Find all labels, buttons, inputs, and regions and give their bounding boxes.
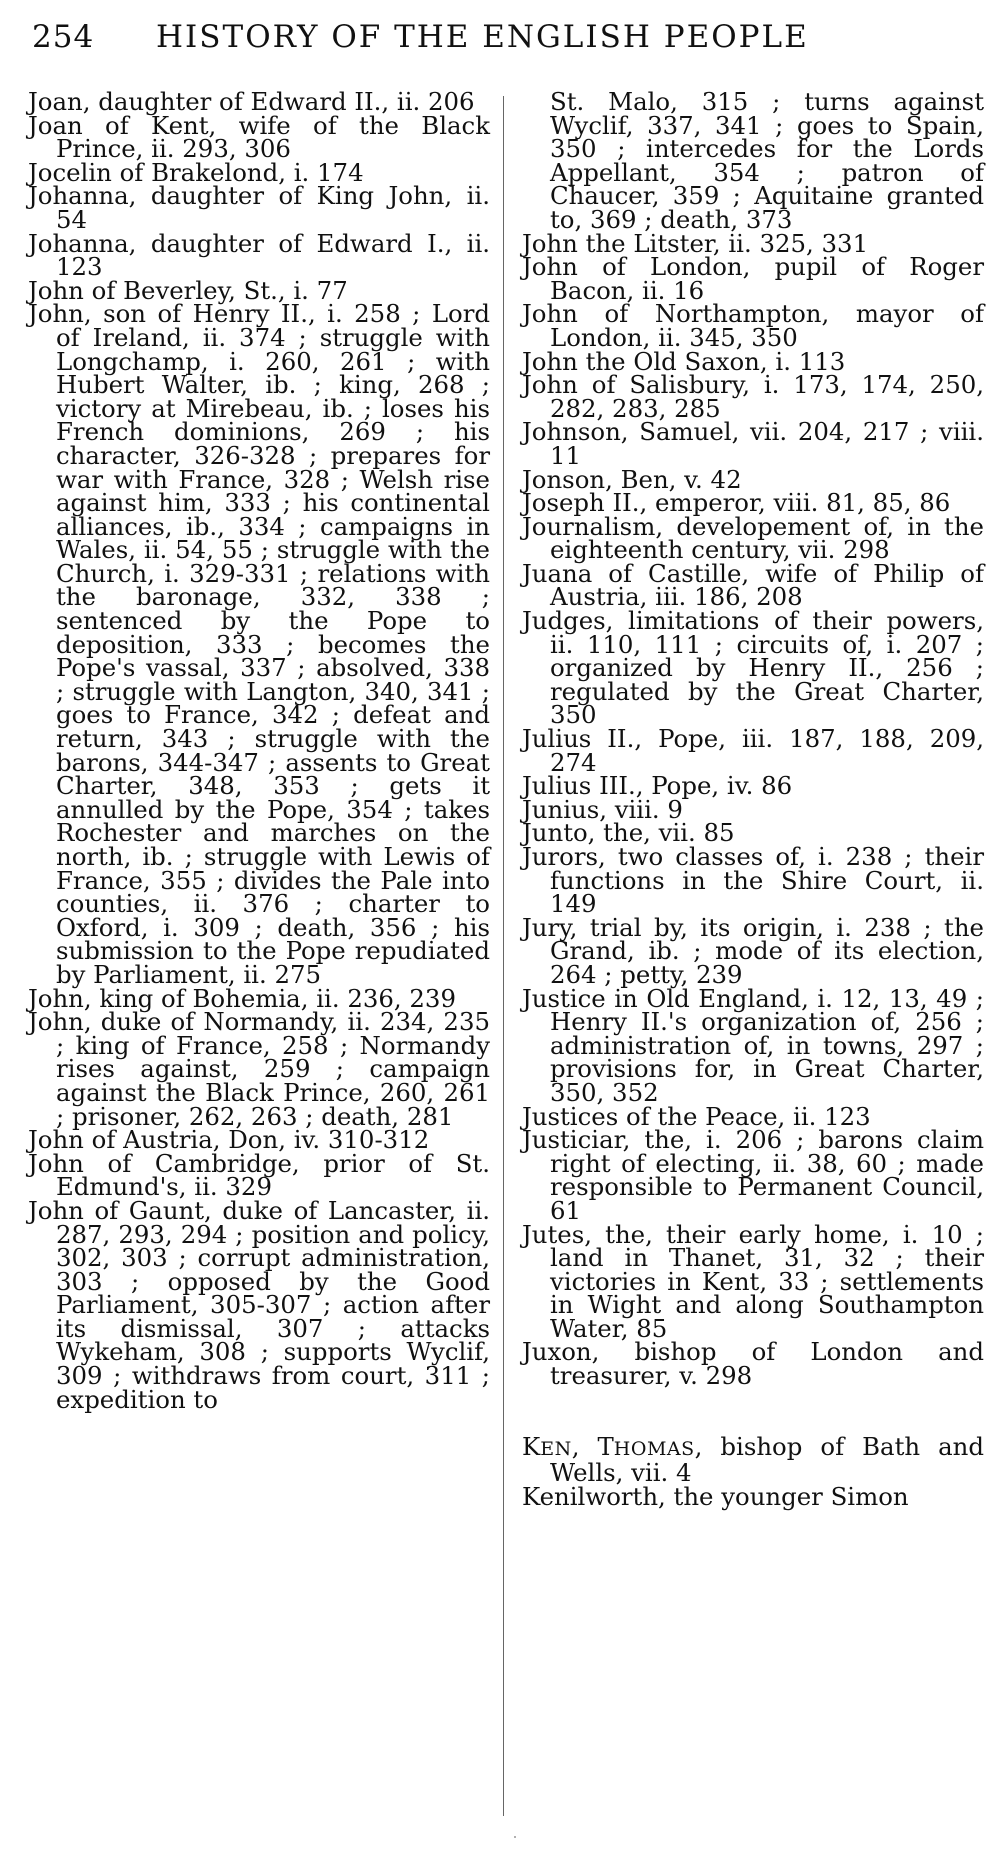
index-entry: John of Northampton, mayor of London, ii. 345, 350 [522, 299, 984, 352]
index-entry: Judges, limitations of their powers, ii. 110, 111 ; circuits of, i. 207 ; organized by Henry II., 256 ; regulated by the Great Charter, 350 [522, 606, 984, 730]
index-entry: Joseph II., emperor, viii. 81, 85, 86 [522, 488, 951, 518]
letter-section-gap [522, 1388, 984, 1435]
index-entry: Junius, viii. 9 [522, 794, 683, 824]
index-entry: John the Litster, ii. 325, 331 [522, 228, 869, 258]
left-index-column [28, 87, 490, 1414]
print-speck [514, 1836, 516, 1838]
index-entry: Johnson, Samuel, vii. 204, 217 ; viii. 11 [522, 417, 984, 470]
index-entry: Justices of the Peace, ii. 123 [522, 1101, 871, 1131]
index-entry-ken [522, 1431, 984, 1488]
index-entry: John of Salisbury, i. 173, 174, 250, 282, 283, 285 [522, 370, 984, 423]
index-entry: John, duke of Normandy, ii. 234, 235 ; king of France, 258 ; Normandy rises against, 259 ; campaign against the Black Prince, 260, 261 ; prisoner, 262, 263 ; death, 281 [28, 1007, 490, 1131]
page-header [32, 14, 862, 60]
index-entry: Juana of Castille, wife of Philip of Austria, iii. 186, 208 [522, 558, 984, 612]
index-entry: Joan of Kent, wife of the Black Prince, ii. 293, 306 [28, 110, 490, 164]
continued-entry: St. Malo, 315 ; turns against Wyclif, 337, 341 ; goes to Spain, 350 ; intercedes for the Lords Appellant, 354 ; patron of Chaucer, 359 ; Aquitaine granted to, 369 ; death, 373 [550, 87, 984, 234]
index-entry: Justiciar, the, i. 206 ; barons claim right of electing, ii. 38, 60 ; made responsible to Permanent Council, 61 [522, 1125, 984, 1225]
index-entry: Johanna, daughter of Edward I., ii. 123 [28, 228, 490, 282]
right-index-column [522, 87, 984, 1511]
index-entry: Jocelin of Brakelond, i. 174 [28, 157, 364, 187]
initial: T [597, 1431, 614, 1461]
running-title: HISTORY OF THE ENGLISH PEOPLE [156, 19, 809, 55]
index-entry: Juxon, bishop of London and treasurer, v. 298 [522, 1337, 984, 1391]
index-entry: Junto, the, vii. 85 [522, 818, 735, 848]
entry-text: , bishop of Bath and Wells, vii. 4 [550, 1431, 984, 1488]
index-entry: Jurors, two classes of, i. 238 ; their functions in the Shire Court, ii. 149 [522, 842, 984, 919]
index-entry: Jonson, Ben, v. 42 [522, 464, 742, 494]
index-entry: John, son of Henry II., i. 258 ; Lord of Ireland, ii. 374 ; struggle with Longchamp, i. 260, 261 ; with Hubert Walter, ib. ; king, 268 ; victory at Mirebeau, ib. ; loses his French dominions, 269 ; his character, 326-328 ; prepares for war with France, 328 ; Welsh rise against him, 333 ; his continental alliances, ib., 334 ; campaigns in Wales, ii. 54, 55 ; struggle with the Church, i. 329-331 ; relations with the baronage, 332, 338 ; sentenced by the Pope to deposition, 333 ; becomes the Pope's vassal, 337 ; absolved, 338 ; struggle with Langton, 340, 341 ; goes to France, 342 ; defeat and return, 343 ; struggle with the barons, 344-347 ; assents to Great Charter, 348, 353 ; gets it annulled by the Pope, 354 ; takes Rochester and marches on the north, ib. ; struggle with Lewis of France, 355 ; divides the Pale into counties, ii. 376 ; charter to Oxford, i. 309 ; death, 356 ; his submission to the Pope repudiated by Parliament, ii. 275 [28, 299, 490, 989]
index-entry: Julius II., Pope, iii. 187, 188, 209, 274 [522, 724, 984, 777]
index-entry: John of London, pupil of Roger Bacon, ii. 16 [522, 252, 984, 305]
index-entry: John of Gaunt, duke of Lancaster, ii. 287, 293, 294 ; position and policy, 302, 303 ; corrupt administration, 303 ; opposed by the Good Parliament, 305-307 ; action after its dismissal, 307 ; attacks Wykeham, 308 ; supports Wyclif, 309 ; withdraws from court, 311 ; expedition to [28, 1195, 490, 1414]
index-entry: John of Austria, Don, iv. 310-312 [28, 1125, 430, 1155]
index-entry: Joan, daughter of Edward II., ii. 206 [28, 87, 475, 116]
small-caps: HOMAS [613, 1437, 695, 1460]
index-entry: John of Cambridge, prior of St. Edmund's, ii. 329 [28, 1148, 490, 1202]
index-entry: John the Old Saxon, i. 113 [522, 346, 846, 376]
index-entry: Kenilworth, the younger Simon [522, 1481, 909, 1511]
index-entry: John of Beverley, St., i. 77 [28, 275, 348, 305]
index-entry: Justice in Old England, i. 12, 13, 49 ; Henry II.'s organization of, 256 ; administration of, in towns, 297 ; provisions for, in Great Charter, 350, 352 [522, 983, 984, 1107]
index-entry: Jury, trial by, its origin, i. 238 ; the Grand, ib. ; mode of its election, 264 ; petty, 239 [522, 912, 984, 989]
column-divider [503, 96, 504, 1816]
index-entry: Jutes, the, their early home, i. 10 ; land in Thanet, 31, 32 ; their victories in Kent, 33 ; settlements in Wight and along Southampton Water, 85 [522, 1219, 984, 1343]
page-number: 254 [32, 19, 95, 55]
index-entry: Journalism, developement of, in the eighteenth century, vii. 298 [522, 511, 984, 565]
index-entry: Julius III., Pope, iv. 86 [522, 771, 793, 801]
small-caps: EN [540, 1437, 572, 1460]
initial: K [522, 1431, 541, 1461]
index-entry: Johanna, daughter of King John, ii. 54 [28, 181, 490, 234]
separator: , [571, 1431, 598, 1461]
index-entry: John, king of Bohemia, ii. 236, 239 [28, 983, 456, 1013]
